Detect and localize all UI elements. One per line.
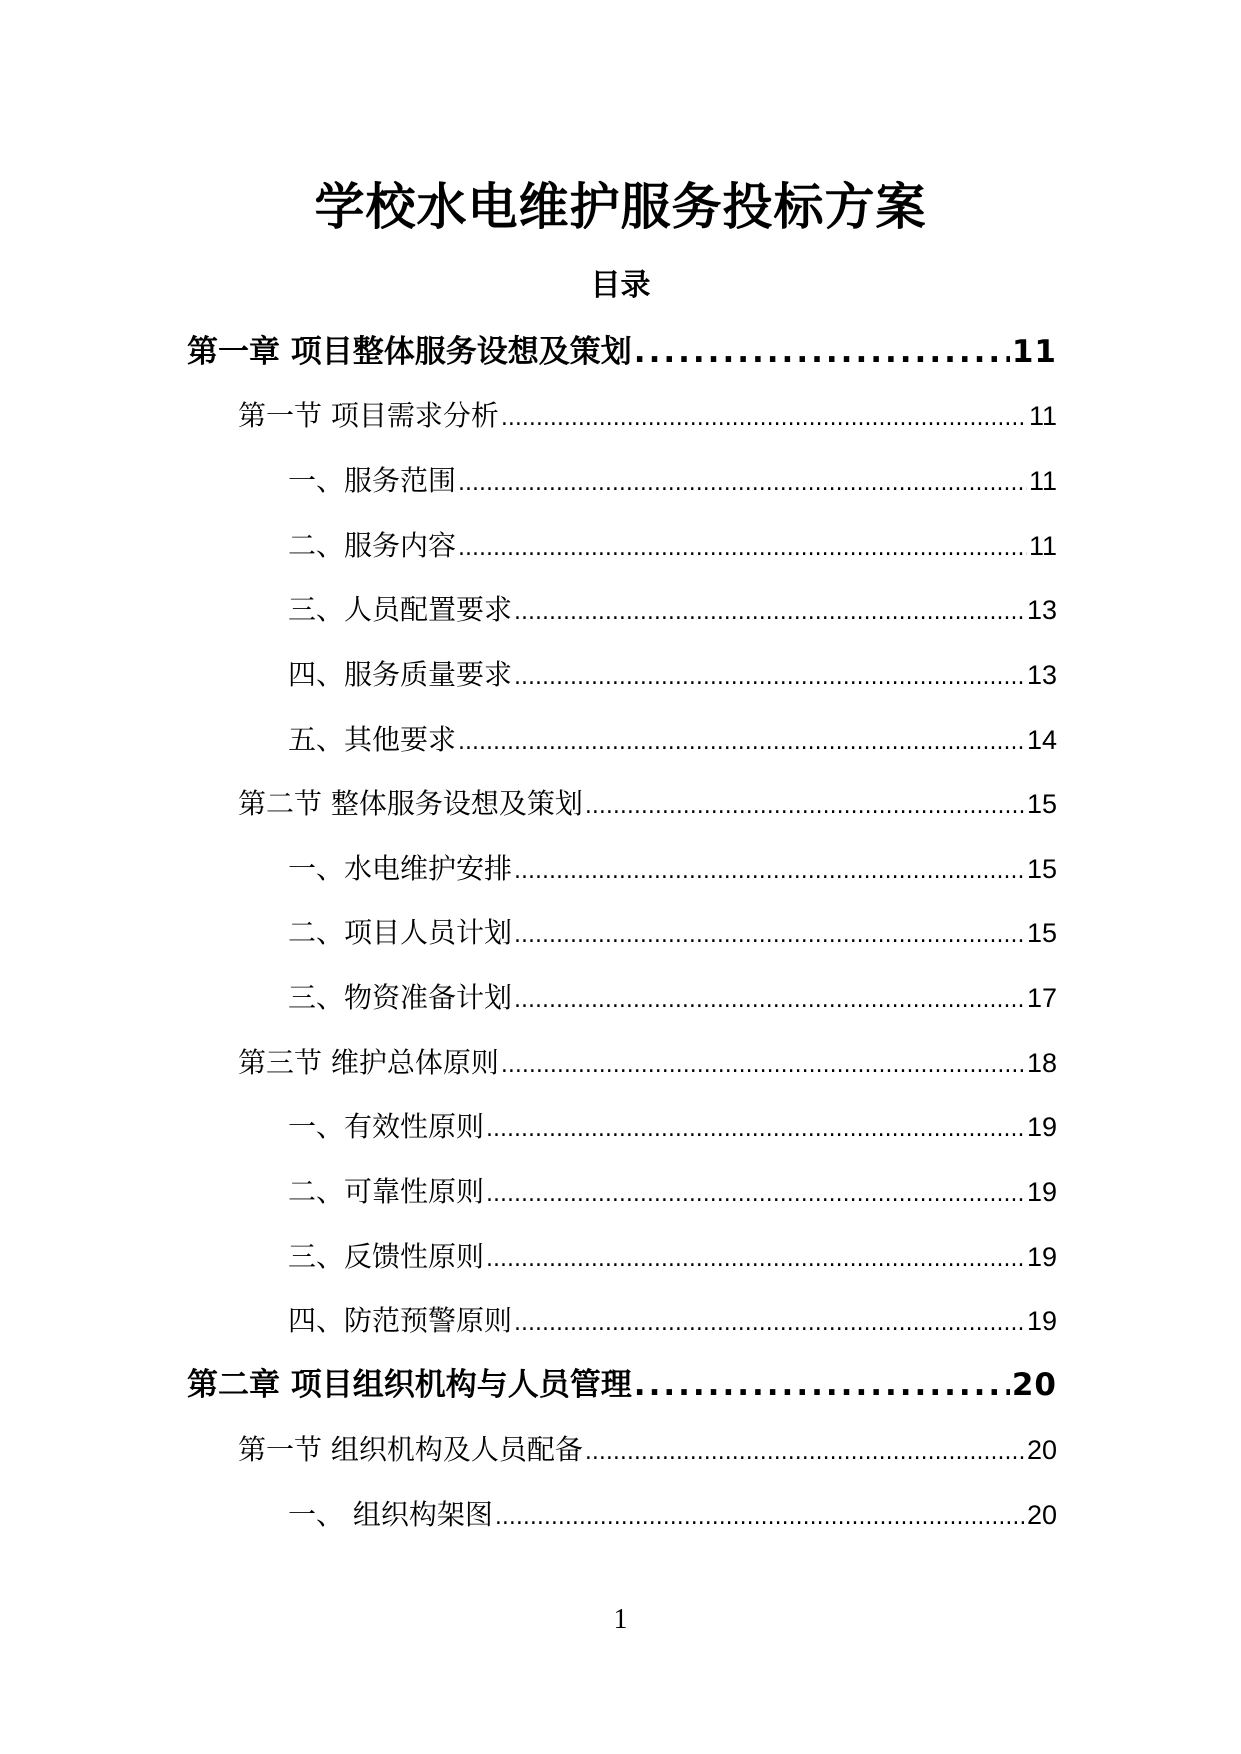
toc-leader-dots xyxy=(486,1110,1025,1150)
toc-entry-page: 11 xyxy=(1028,531,1057,561)
toc-entry-page: 14 xyxy=(1026,725,1057,755)
toc-leader-dots xyxy=(458,723,1025,763)
toc-entry-page: 20 xyxy=(1011,1367,1057,1403)
toc-entry-page: 17 xyxy=(1026,983,1057,1013)
toc-entry-page: 11 xyxy=(1028,466,1057,496)
toc-entry-label: 一、水电维护安排 xyxy=(288,852,513,885)
toc-entry-label: 二、项目人员计划 xyxy=(288,916,513,949)
toc-entry-item[interactable] xyxy=(288,1495,1057,1538)
toc-entry-label: 第一节 组织机构及人员配备 xyxy=(238,1433,583,1466)
toc-entry-page: 11 xyxy=(1011,334,1057,370)
toc-entry-page: 19 xyxy=(1026,1177,1057,1207)
toc-entry-label: 二、服务内容 xyxy=(288,529,457,562)
toc-entry-label: 第一章 项目整体服务设想及策划 xyxy=(187,334,632,370)
toc-leader-dots xyxy=(514,852,1025,892)
toc-entry-item[interactable] xyxy=(288,655,1057,698)
toc-entry-label: 第三节 维护总体原则 xyxy=(238,1046,499,1079)
toc-entry-item[interactable] xyxy=(288,1301,1057,1344)
toc-entry-section[interactable] xyxy=(238,396,1057,439)
toc-leader-dots xyxy=(514,1304,1025,1344)
toc-entry-page: 13 xyxy=(1026,660,1057,690)
toc-entry-page: 11 xyxy=(1028,401,1057,431)
toc-entry-section[interactable] xyxy=(238,1430,1057,1473)
toc-entry-page: 19 xyxy=(1026,1242,1057,1272)
toc-entry-page: 20 xyxy=(1026,1500,1057,1530)
toc-leader-dots xyxy=(486,1175,1025,1215)
toc-leader-dots xyxy=(458,464,1027,504)
toc-entry-item[interactable] xyxy=(288,461,1057,504)
toc-entry-item[interactable] xyxy=(288,1107,1057,1150)
toc-leader-dots xyxy=(514,916,1025,956)
toc-entry-item[interactable] xyxy=(288,590,1057,633)
toc-entry-page: 15 xyxy=(1026,789,1057,819)
document-title: 学校水电维护服务投标方案 xyxy=(314,178,927,236)
page-number: 1 xyxy=(613,1604,628,1635)
toc-entry-item[interactable] xyxy=(288,526,1057,569)
toc-entry-page: 19 xyxy=(1026,1306,1057,1336)
toc-leader-dots xyxy=(458,529,1027,569)
toc-entry-chapter-1[interactable] xyxy=(187,330,1057,374)
toc-leader-dots xyxy=(514,593,1025,633)
toc-entry-label: 五、其他要求 xyxy=(288,723,457,756)
toc-leader-dots xyxy=(585,1433,1025,1473)
toc-entry-page: 20 xyxy=(1026,1435,1057,1465)
toc-entry-section[interactable] xyxy=(238,784,1057,827)
toc-entry-page: 15 xyxy=(1026,918,1057,948)
toc-entry-label: 一、服务范围 xyxy=(288,464,457,497)
toc-entry-label: 四、防范预警原则 xyxy=(288,1304,513,1337)
toc-entry-label: 三、人员配置要求 xyxy=(288,593,513,626)
toc-entry-item[interactable] xyxy=(288,978,1057,1021)
toc-leader-dots xyxy=(634,330,1010,374)
toc-entry-label: 二、可靠性原则 xyxy=(288,1175,485,1208)
toc-entry-label: 第一节 项目需求分析 xyxy=(238,399,499,432)
toc-leader-dots xyxy=(501,399,1027,439)
toc-entry-page: 15 xyxy=(1026,854,1057,884)
toc-entry-page: 18 xyxy=(1026,1048,1057,1078)
toc-leader-dots xyxy=(486,1240,1025,1280)
toc-entry-label: 第二节 整体服务设想及策划 xyxy=(238,787,583,820)
toc-leader-dots xyxy=(495,1498,1025,1538)
toc-entry-item[interactable] xyxy=(288,1237,1057,1280)
toc-entry-label: 一、 组织构架图 xyxy=(288,1498,493,1531)
toc-leader-dots xyxy=(514,658,1025,698)
toc-entry-label: 第二章 项目组织机构与人员管理 xyxy=(187,1367,632,1403)
toc-entry-item[interactable] xyxy=(288,913,1057,956)
toc-entry-page: 19 xyxy=(1026,1112,1057,1142)
toc-entry-label: 三、物资准备计划 xyxy=(288,981,513,1014)
toc-entry-chapter-2[interactable] xyxy=(187,1363,1057,1407)
toc-leader-dots xyxy=(501,1046,1025,1086)
toc-entry-label: 三、反馈性原则 xyxy=(288,1240,485,1273)
toc-leader-dots xyxy=(585,787,1025,827)
toc-entry-item[interactable] xyxy=(288,720,1057,763)
toc-entry-item[interactable] xyxy=(288,849,1057,892)
toc-entry-section[interactable] xyxy=(238,1043,1057,1086)
toc-entry-item[interactable] xyxy=(288,1172,1057,1215)
toc-entry-label: 一、有效性原则 xyxy=(288,1110,485,1143)
toc-heading: 目录 xyxy=(590,268,651,303)
toc-leader-dots xyxy=(514,981,1025,1021)
toc-entry-page: 13 xyxy=(1026,595,1057,625)
toc-leader-dots xyxy=(634,1363,1010,1407)
toc-entry-label: 四、服务质量要求 xyxy=(288,658,513,691)
